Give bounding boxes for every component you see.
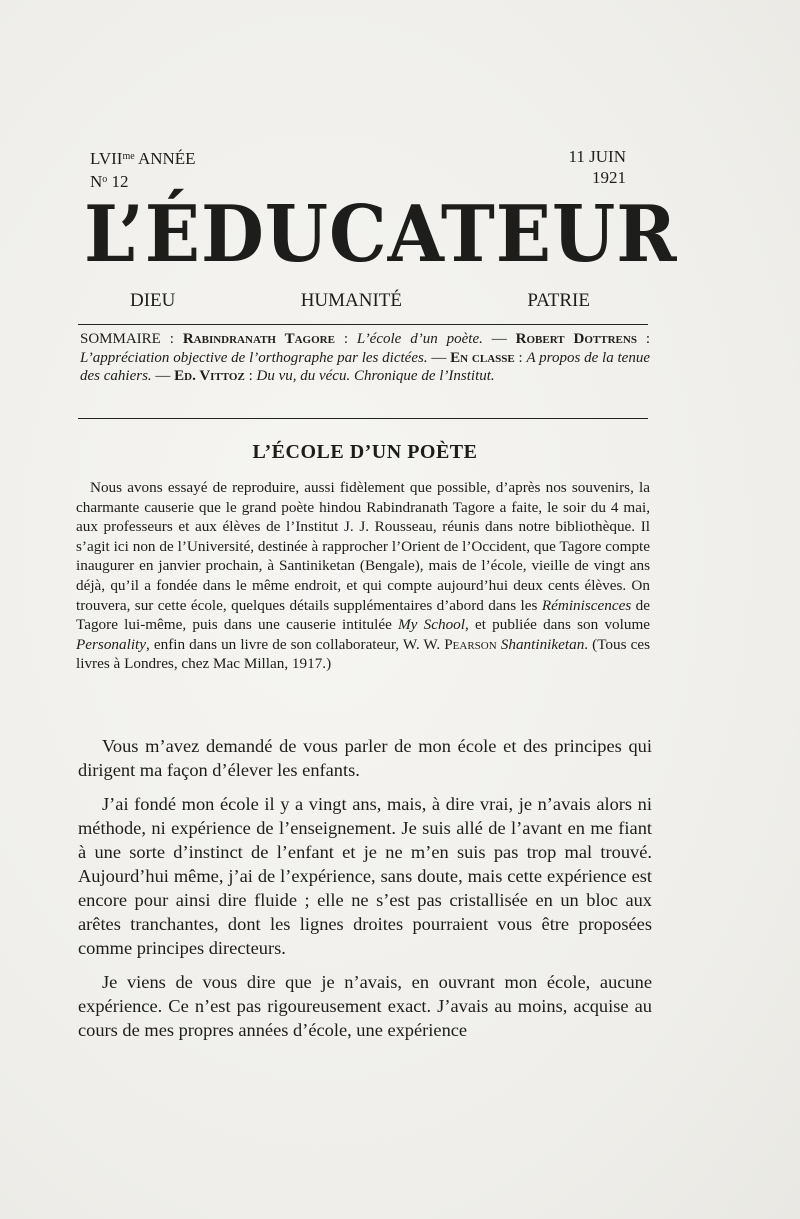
issue-date xyxy=(569,146,626,188)
motto-patrie: PATRIE xyxy=(527,290,590,311)
summary-work-4: Du vu, du vécu. xyxy=(256,368,351,384)
article-body xyxy=(78,734,652,1052)
summary-work-1: L’école d’un poète. xyxy=(356,331,483,347)
intro-italic-1: Réminiscences xyxy=(541,596,632,614)
summary-label: SOMMAIRE : xyxy=(80,331,174,347)
date-day: 11 JUIN xyxy=(568,147,626,166)
motto-dieu: DIEU xyxy=(130,290,176,311)
bottom-divider xyxy=(78,418,648,419)
summary-section-3: En classe xyxy=(450,349,515,366)
volume-label xyxy=(90,146,196,169)
issue-rest: 12 xyxy=(107,172,129,191)
journal-title: L’ÉDUCATEUR xyxy=(84,189,678,280)
volume-sup: me xyxy=(122,151,135,162)
intro-italic-2: My School xyxy=(398,616,465,634)
summary-work-5: Chronique de l’Institut. xyxy=(353,368,495,384)
body-paragraph: J’ai fondé mon école il y a vingt ans, mais, à dire vrai, je n’avais alors ni méthode, ni expérience de l’enseignement. Je suis allé de l’avant en me fiant à une sorte d’instinct de l’enfant et je ne m’en suis pas trop mal trouvé. Aujourd’hui même, j’ai de l’expérience, sans doute, mais cette expérience est encore pour ainsi dire fluide ; elle ne s’est pas cristallisée en un bloc aux arêtes tranchantes, dont les lignes droites pourraient vous être proposées comme principes directeurs. xyxy=(78,794,652,958)
issue-prefix: N xyxy=(90,172,103,191)
issue-sup: o xyxy=(102,174,108,185)
summary-work-3: A propos de la tenue des cahiers. xyxy=(80,349,650,384)
table-of-contents: SOMMAIRE : Rabindranath Tagore : L’école d’un poète. — Robert Dottrens : L’appréciation objective de l’orthographe par les dictées. — En classe : A propos de la tenue des cahiers. — Ed. Vittoz : Du vu, du vécu. Chronique de l’Institut. xyxy=(80,331,651,384)
volume-roman: LVII xyxy=(90,149,123,168)
intro-italic-4: Shantiniketan xyxy=(500,635,585,653)
volume-issue xyxy=(90,146,196,192)
volume-rest: ANNÉE xyxy=(134,149,196,168)
body-paragraph: Vous m’avez demandé de vous parler de mon école et des principes qui dirigent ma façon d’élever les enfants. xyxy=(78,736,652,780)
intro-italic-3: Personality xyxy=(76,635,147,653)
article-title: L’ÉCOLE D’UN POÈTE xyxy=(252,441,478,463)
intro-text-1: Nous avons essayé de reproduire, aussi fidèlement que possible, d’après nos souvenirs, la charmante causerie que le grand poète hindou Rabindranath Tagore a faite, le soir du 4 mai, aux professeurs et aux élèves de l’Institut J. J. Rousseau, réunis dans notre bibliothèque. Il s’agit ici non de l’Université, destinée à rapprocher l’Orient de l’Occident, que Tagore compte inaugurer en janvier prochain, à Santiniketan (Bengale), mais de l’école, vieille de vingt ans déjà, qu’il a fondée dans le même endroit, et qui compte aujourd’hui deux cents élèves. On trouvera, sur cette école, quelques détails supplémentaires d’abord dans les xyxy=(76,479,650,614)
date-year: 1921 xyxy=(592,168,626,187)
summary-author-1: Rabindranath Tagore xyxy=(182,331,335,347)
intro-text-4: , enfin dans un livre de son collaborateur, W. W. xyxy=(146,635,445,653)
top-divider xyxy=(78,324,648,325)
intro-text-3: , et publiée dans son volume xyxy=(464,616,650,634)
intro-text-5: . (Tous ces livres à Londres, chez Mac Millan, 1917.) xyxy=(76,635,650,673)
intro-text-2: de Tagore lui-même, puis dans une causerie intitulée xyxy=(76,596,650,634)
motto xyxy=(130,290,590,312)
body-paragraph: Je viens de vous dire que je n’avais, en ouvrant mon école, aucune expérience. Ce n’est pas rigoureusement exact. J’avais au moins, acquise au cours de mes propres années d’école, une expérience xyxy=(78,972,652,1040)
summary-work-2: L’appréciation objective de l’orthographe par les dictées. xyxy=(80,349,428,366)
editorial-intro xyxy=(76,478,650,674)
summary-author-2: Robert Dottrens xyxy=(515,331,637,347)
summary-author-4: Ed. Vittoz xyxy=(174,368,245,384)
intro-author: Pearson xyxy=(444,635,497,653)
motto-humanite: HUMANITÉ xyxy=(300,290,403,311)
